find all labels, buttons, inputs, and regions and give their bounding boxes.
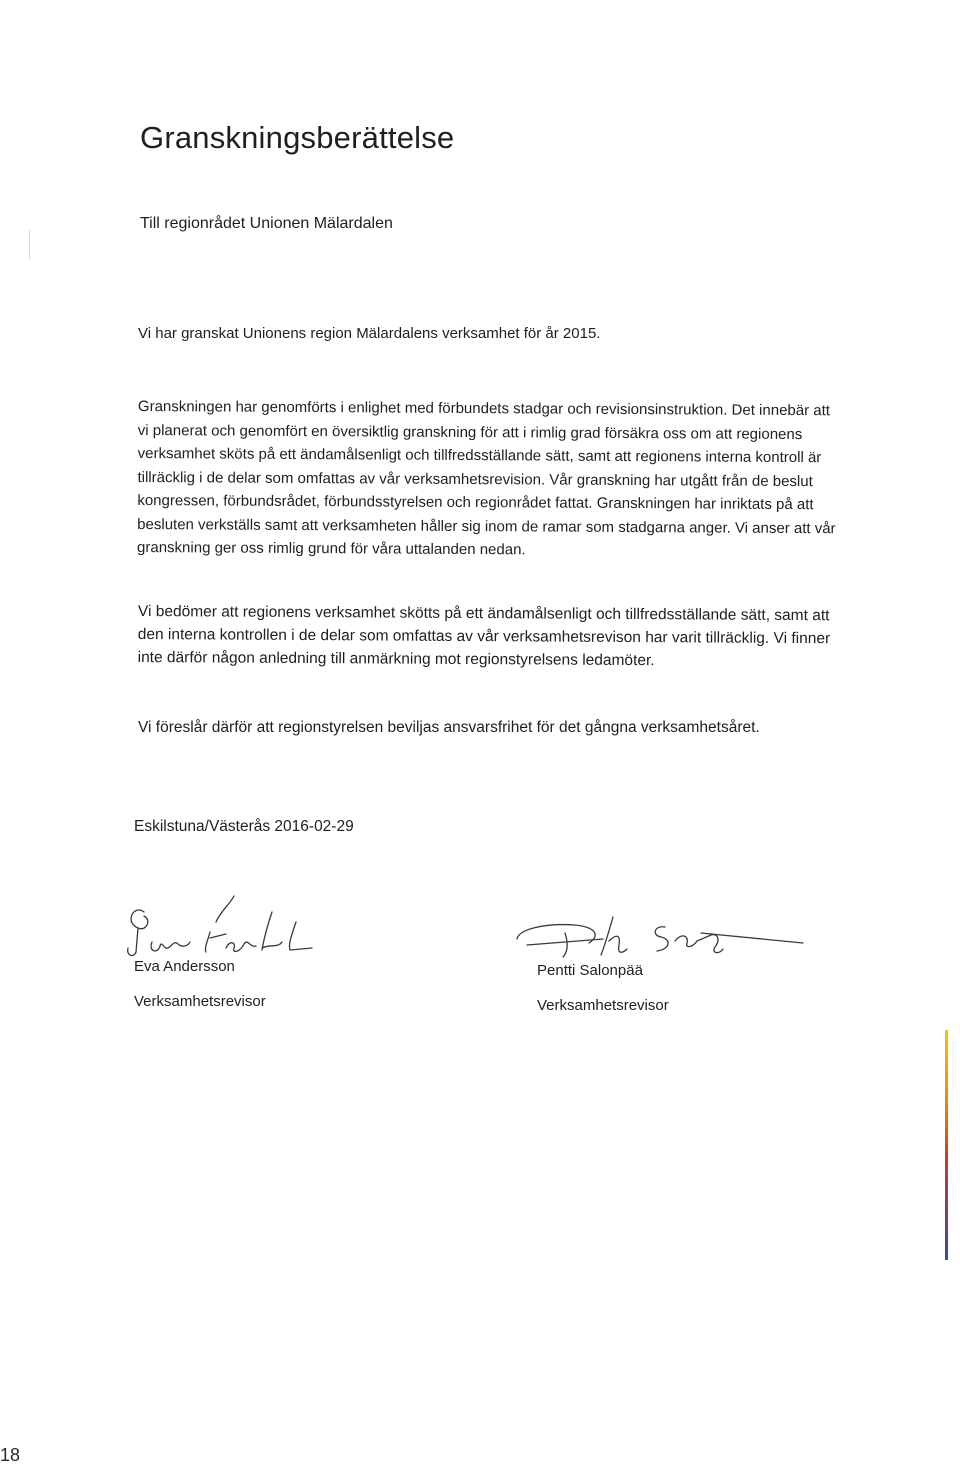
- signatory-name: Pentti Salonpää: [537, 962, 643, 979]
- page-number: 18: [0, 1445, 21, 1465]
- signature-eva-andersson: [112, 882, 352, 962]
- signatory-left: [134, 958, 266, 1010]
- place-date: Eskilstuna/Västerås 2016-02-29: [134, 818, 354, 835]
- signatory-right: [537, 962, 669, 1014]
- paragraph-method: Granskningen har genomförts i enlighet med förbundets stadgar och revisionsinstruktion. Det innebär att vi planerat och genomfört en översiktlig granskning för att i rimlig grad försäkra oss om att regionens verksamhet sköts på ett ändamålsenligt och tillfredsställande sätt, samt att regionens interna kontroll är tillräcklig i de delar som omfattas av vår verksamhetsrevision. Vår granskning har utgått från de beslut kongressen, förbundsrådet, förbundsstyrelsen och regionrådet fattat. Granskningen har inriktats på att besluten verkställs samt att verksamheten håller sig inom de ramar som stadgarna anger. Vi anser att vår granskning ger oss rimlig grund för våra uttalanden nedan.: [137, 397, 836, 559]
- signature-pentti-salonpaa: [505, 905, 805, 965]
- scan-color-strip: [945, 1030, 948, 1260]
- scan-artifact: [29, 230, 30, 260]
- paragraph-assessment: Vi bedömer att regionens verksamhet skötts på ett ändamålsenligt och tillfredsställande sätt, samt att den interna kontrollen i de delar som omfattas av vår verksamhetsrevison har varit tillräcklig. Vi finner inte därför någon anledning till anmärkning mot regionstyrelsens ledamöter.: [137, 602, 831, 670]
- paragraph-intro: Vi har granskat Unionens region Mälardalens verksamhet för år 2015.: [138, 325, 601, 342]
- signatory-role: Verksamhetsrevisor: [537, 997, 669, 1014]
- paragraph-proposal: Vi föreslår därför att regionstyrelsen beviljas ansvarsfrihet för det gångna verksamhetsåret.: [138, 719, 760, 736]
- page-title: Granskningsberättelse: [140, 120, 455, 155]
- signatory-role: Verksamhetsrevisor: [134, 993, 266, 1010]
- recipient-line: Till regionrådet Unionen Mälardalen: [140, 215, 393, 232]
- signatory-name: Eva Andersson: [134, 958, 235, 975]
